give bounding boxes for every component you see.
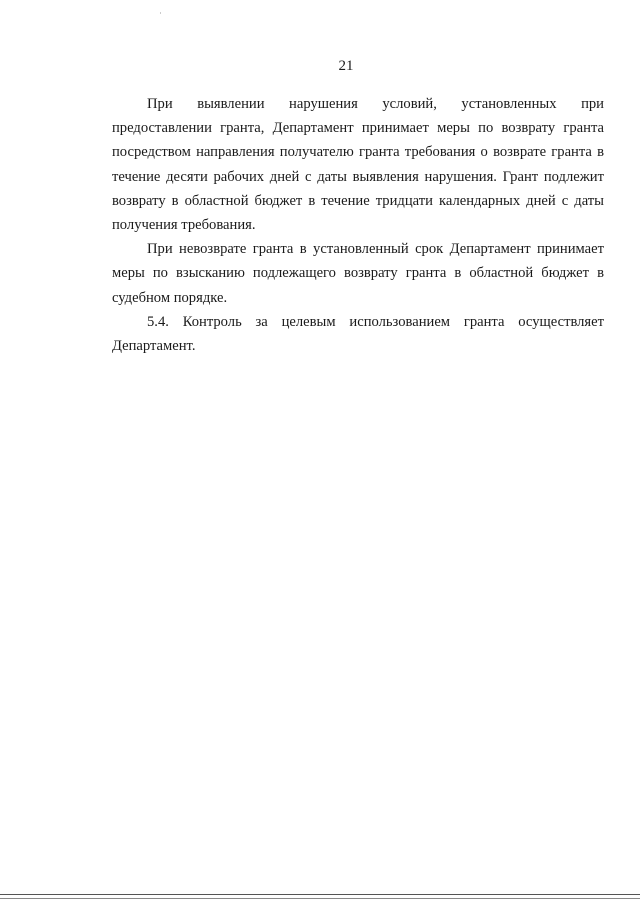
paragraph-1-rest: предоставлении гранта, Департамент принимает меры по возврату гранта посредством направления получателю гранта требования о возврате гранта в течение десяти рабочих дней с даты выявления нарушения. Грант подлежит возврату в областной бюджет в течение тридцати календарных дней с даты получения требования.	[112, 120, 604, 234]
page-number: 21	[338, 58, 354, 74]
paragraph-1-first-line: При выявлении нарушения условий, установленных при	[147, 96, 604, 112]
paragraph-2: При невозврате гранта в установленный срок Департамент принимает меры по взысканию подлежащего возврату гранта в областной бюджет в судебном порядке.	[112, 241, 604, 306]
document-body	[112, 92, 604, 358]
bottom-scan-edge-2	[0, 898, 640, 899]
bottom-scan-edge	[0, 894, 640, 895]
paragraph-3: 5.4. Контроль за целевым использованием гранта осуществляет Департамент.	[112, 313, 604, 355]
scan-speck	[160, 12, 161, 14]
